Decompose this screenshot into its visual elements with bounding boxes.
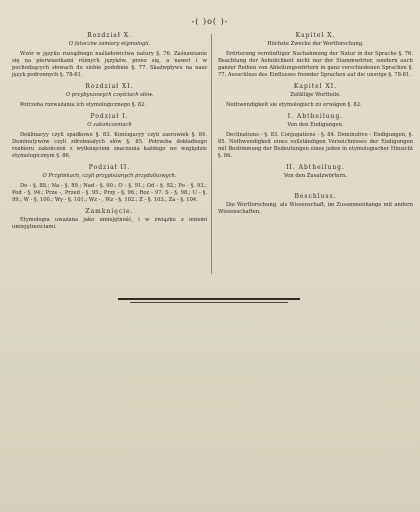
polish-column: [12, 32, 207, 235]
section-text: Do - §. 88.; Na - §. 89.; Nad - §. 90.; O - §. 91.; Od - §. 92.; Po - §. 93.; Pod - §. 94.; Prze -, Przed - §. 95.; Przy - §. 96.; Roz - 97. S - §. 98.; U - §. 99.; W - §. 100.; Wy - §. 101.; Wz - , Wz - §. 102.; Z - §. 103., Za - §. 104.: [12, 183, 207, 203]
chapter-heading: Rozdział XI.: [85, 83, 134, 90]
page-ornament: -( )o( )-: [191, 17, 229, 26]
chapter-text: Potrzeba rozważania ich etymologicznego §. 82.: [20, 102, 146, 108]
chapter-text: Wzór w języku rozsądnego naśladowictwa natury §. 76. Zaśnawianie się na pierwiastkami różnych języków, przez się, a nawet i w pochodzących słowach do siebie podobnie §. 77. Skaźwpływu na nasz język podronnych §. 78-81.: [12, 51, 207, 78]
section-title: O Przyimkach, czyli przypiszanych przydatkowych.: [42, 173, 177, 179]
chapter-text: Nothwendigkeit sie etymologisch zu erwägen §. 82.: [226, 102, 362, 108]
chapter-heading: Kapitel XI.: [293, 83, 338, 90]
section-title: Von den Zusatzwörtern.: [284, 173, 347, 179]
closing-heading: Beschluss.: [294, 193, 337, 200]
closing-heading: Zamknięcie.: [85, 208, 134, 215]
chapter-text: Erörterung vernünftiger Nachahmung der Natur in der Sprache §. 76. Beachtung der Aehnlichkeit nicht nur der Stammwörter, sondern auch ganzer Reihen von Ableitungswörtern in ganz verschiedenen Sprachen §. 77. Ausschluss des Einflusses fremder Sprachen auf die unsrige §. 78-81.: [218, 51, 413, 78]
section-heading: Podział II.: [88, 164, 131, 171]
chapter-title: Zufällige Wortteile.: [290, 92, 341, 98]
chapter-heading: Kapitel X.: [295, 32, 336, 39]
chapter-title: O fatoczne zamiary etymologii.: [68, 41, 151, 47]
chapter-title: O przybyszowych częściach słów.: [65, 92, 154, 98]
column-divider: [211, 34, 212, 274]
chapter-title: Höchste Zwecke der Wortforschung.: [267, 41, 364, 47]
section-heading: II. Abtheilung.: [286, 164, 345, 171]
end-rule-thin: [130, 302, 288, 303]
section-text: Declinations - §. 83. Conjugations - §. 84. Deminutive - Endigungen, §. 85. Nothwendigkeit eines vollständigen Verzeichnisses der Endigungen mit Bestimmung der Bedeutungen eines jeden in etymologischer Hinsicht §. 86.: [218, 132, 413, 159]
chapter-heading: Rozdział X.: [87, 32, 132, 39]
section-title: O zakończeniach: [87, 122, 132, 128]
section-heading: Podział I.: [90, 113, 129, 120]
spacer: [218, 183, 413, 193]
section-title: Von den Endigungen.: [287, 122, 344, 128]
section-text: Deklinacyy czyli spadkowe §. 83. Koniugacyy czyli zasrowiek §. 84. Deminutywów czyli zdrobniałych słów §. 85. Potrzeba dokładnego rozbioru zakończeń z wytknięciem znaczenia każdego we względzie etymologicznym §. 86.: [12, 132, 207, 159]
closing-text: Die Wortforschung, als Wissenschaft, im Zusammenhange mit andern Wissenschaften.: [218, 202, 413, 215]
end-rule: [118, 298, 300, 300]
german-column: [218, 32, 413, 220]
section-heading: I. Abtheilung.: [287, 113, 344, 120]
closing-text: Etymologia uważana jako umiejętność, i w związku z innemi umiejętnościami.: [12, 217, 207, 230]
